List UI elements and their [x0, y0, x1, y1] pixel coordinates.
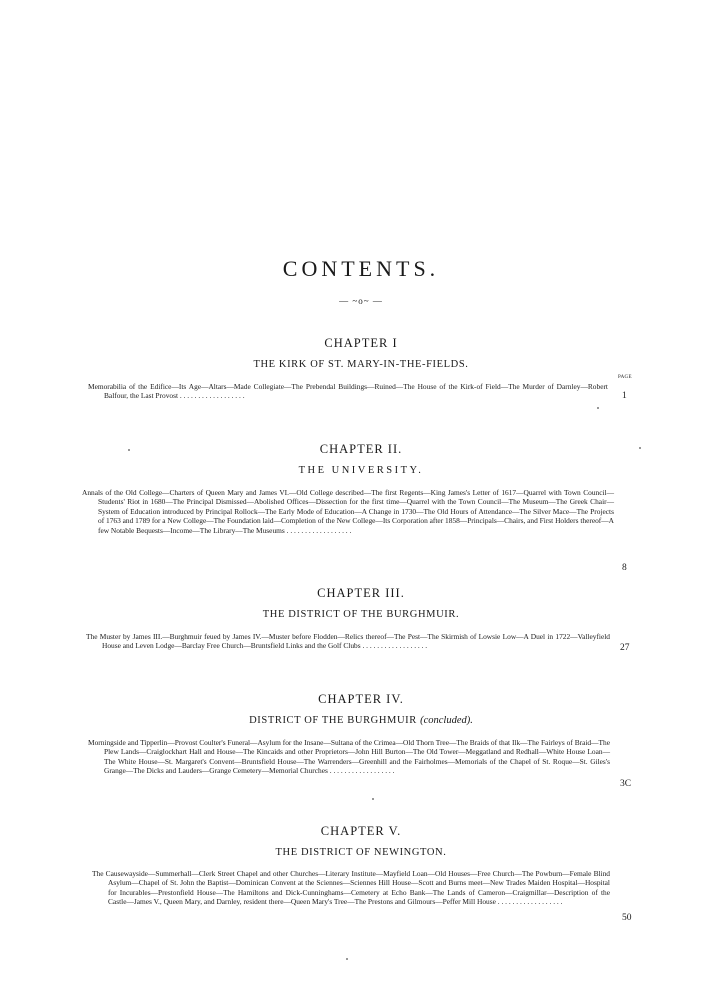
chapter-section — [0, 586, 722, 621]
chapter-summary-text: Annals of the Old College—Charters of Queen Mary and James VI.—Old College described—The first Regents—King James's Letter of 1617—Quarrel with Town Council—Students' Riot in 1680—The Principal Dismissed—Abolished Offices—Dissection for the first time—Quarrel with the Town Council—The Museum—The Greek Chair—System of Education introduced by Principal Rollock—The Early Mode of Education—A Change in 1730—The Old Hours of Attendance—The Silver Mace—The Projects of 1763 and 1789 for a New College—The Foundation laid—Completion of the New College—Its Corporation after 1858—Principals—Chairs, and First Holders thereof—A few Notable Bequests—Income—The Library—The Museums — [82, 488, 614, 535]
chapter-page-number: 3C — [620, 779, 632, 789]
chapter-summary-text: Morningside and Tipperlin—Provost Coulter's Funeral—Asylum for the Insane—Sultana of the Crimea—Old Thorn Tree—The Braids of that Ilk—The Fairleys of Braid—The Plew Lands—Craiglockhart Hall and House—The Kincaids and other Proprietors—John Hill Burton—The Old Tower—Meggatland and Redhall—White House Loan—The White House—St. Margaret's Convent—Bruntsfield House—The Warrenders—Greenhill and the Fairholmes—Memorials of the Chapel of St. Roque—St. Giles's Grange—The Dicks and Lauders—Grange Cemetery—Memorial Churches — [88, 738, 610, 776]
chapter-section — [0, 336, 722, 371]
chapter-title: THE UNIVERSITY. — [298, 465, 424, 476]
scan-speck — [372, 798, 374, 800]
chapter-page-number: 8 — [622, 563, 627, 573]
dot-leaders: . . . . . . . . . . . . . . . . . . — [329, 766, 395, 776]
chapter-number: CHAPTER II. — [319, 442, 403, 456]
scan-speck — [346, 958, 348, 960]
dot-leaders: . . . . . . . . . . . . . . . . . . — [362, 641, 428, 651]
chapter-section — [0, 824, 722, 859]
chapter-title-suffix: (concluded). — [420, 715, 473, 726]
chapter-page-number: 1 — [622, 391, 627, 401]
chapter-section — [0, 442, 722, 477]
chapter-summary — [92, 869, 610, 907]
chapter-number: CHAPTER IV. — [318, 692, 404, 706]
chapter-section — [0, 692, 722, 727]
dot-leaders: . . . . . . . . . . . . . . . . . . — [497, 897, 563, 907]
chapter-summary-text: The Muster by James III.—Burghmuir feued by James IV.—Muster before Flodden—Relics thereof—The Pest—The Skirmish of Lowsie Low—A Duel in 1722—Valleyfield House and Leven Lodge—Barclay Free Church—Bruntsfield Links and the Golf Clubs — [86, 632, 610, 651]
scan-speck — [597, 407, 599, 409]
chapter-title-text: DISTRICT OF THE BURGHMUIR — [249, 715, 417, 726]
chapter-page-number: 27 — [620, 643, 630, 653]
chapter-title: THE DISTRICT OF THE BURGHMUIR. — [262, 609, 460, 620]
dot-leaders: . . . . . . . . . . . . . . . . . . — [179, 391, 245, 401]
chapter-page-number: 50 — [622, 913, 632, 923]
chapter-number: CHAPTER V. — [320, 824, 402, 838]
chapter-title — [0, 715, 722, 727]
chapter-title: THE DISTRICT OF NEWINGTON. — [275, 847, 447, 858]
scan-speck — [128, 449, 130, 451]
dot-leaders: . . . . . . . . . . . . . . . . . . — [286, 525, 352, 535]
page-title: CONTENTS. — [282, 256, 440, 281]
chapter-summary — [82, 488, 614, 535]
scan-speck — [639, 447, 641, 449]
chapter-summary — [88, 382, 608, 401]
chapter-summary — [86, 632, 610, 651]
title-ornament: — ~o~ — — [339, 296, 383, 306]
chapter-number: CHAPTER III. — [317, 586, 405, 600]
chapter-summary-text: The Causewayside—Summerhall—Clerk Street Chapel and other Churches—Literary Institute—Mayfield Loan—Old Houses—Free Church—The Powburn—Female Blind Asylum—Chapel of St. John the Baptist—Dominican Convent at the Sciennes—Sciennes Hill House—Scott and Burns meet—New Trades Maiden Hospital—Hospital for Incurables—Prestonfield House—The Hamiltons and Dick-Cunninghams—Cemetery at Echo Bank—The Lands of Cameron—Craigmillar—Description of the Castle—James V., Queen Mary, and Darnley, resident there—Queen Mary's Tree—The Prestons and Gilmours—Peffer Mill House — [92, 869, 610, 907]
chapter-title: THE KIRK OF ST. MARY-IN-THE-FIELDS. — [253, 359, 469, 370]
chapter-number: CHAPTER I — [324, 336, 398, 350]
chapter-summary — [88, 738, 610, 776]
page-column-label: PAGE — [618, 375, 632, 380]
chapter-summary-text: Memorabilia of the Edifice—Its Age—Altars—Made Collegiate—The Prebendal Buildings—Ruined—The House of the Kirk-of Field—The Murder of Darnley—Robert Balfour, the Last Provost — [88, 382, 608, 401]
